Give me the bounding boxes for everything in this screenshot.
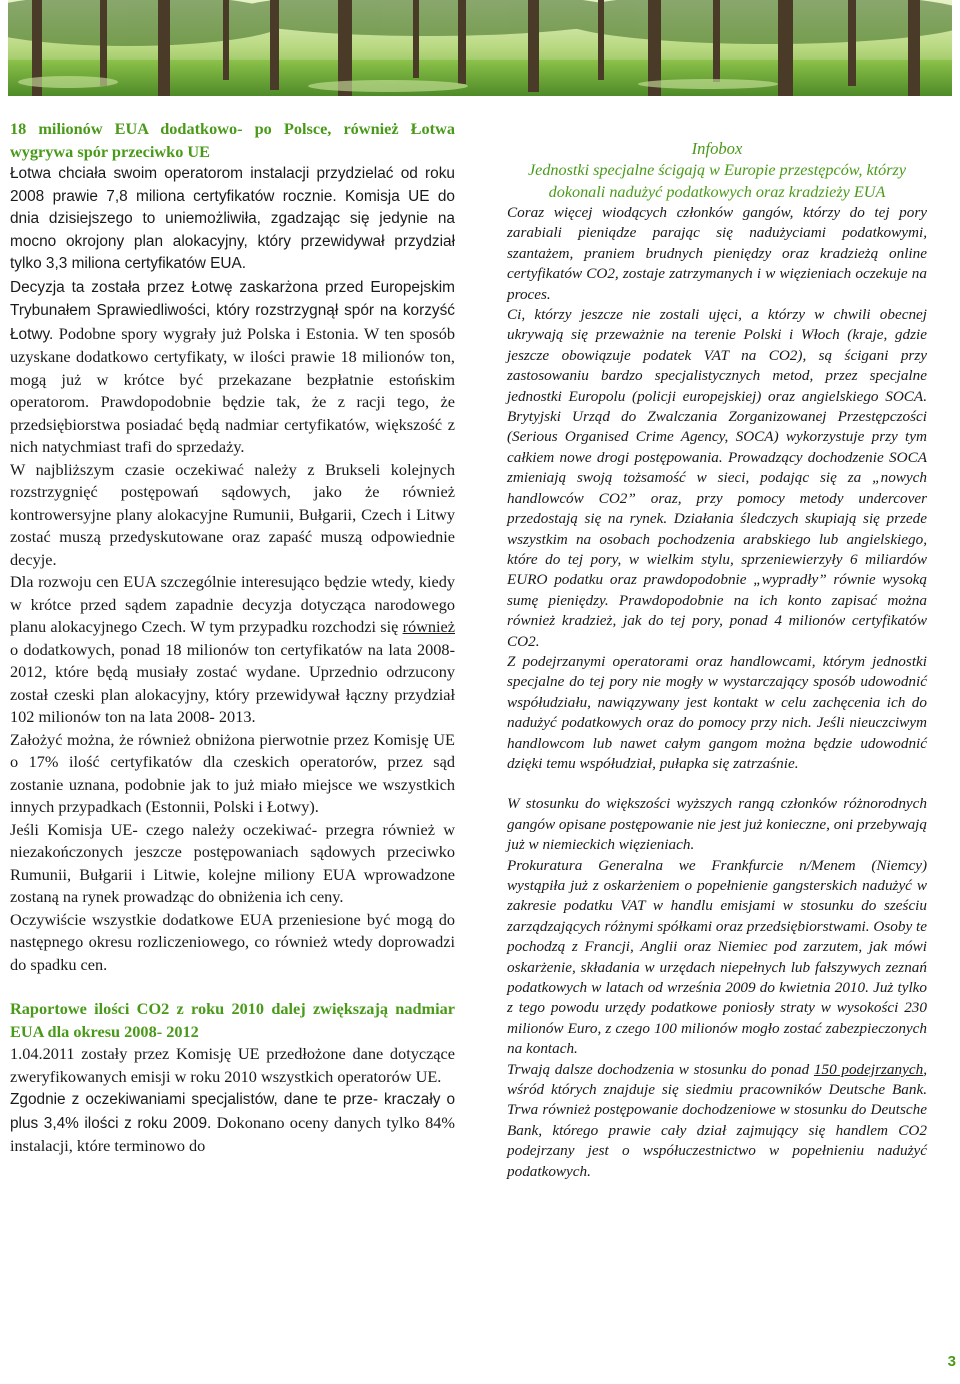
infobox-title: Infobox (691, 139, 743, 158)
paragraph-assumption: Założyć można, że również obniżona pierwotnie przez Komisję UE o 17% ilość certyfikatów dla czeskich operatorów, przez sąd zostanie uznana, podobnie jak to już miało miejsce we wszystkich innych przypadkach (Estonnii, Polski i Łotwy). (10, 729, 455, 816)
paragraph-czech-b: o dodatkowych, ponad 18 milionów ton certyfikatów na lata 2008- 2012, które będą musiały zostać wydane. Uprzednio odrzucony został czeski plan alokacyjny, który przewidywał łączny przydział 102 milionów ton na lata 2008- 2013. (10, 639, 455, 726)
paragraph-court (10, 276, 455, 459)
infobox-paragraph-6-a: Trwają dalsze dochodzenia w stosunku do ponad (507, 1060, 814, 1078)
infobox-paragraph-6 (507, 1060, 927, 1182)
infobox-subtitle: Jednostki specjalne ścigają w Europie przestępców, którzy dokonali nadużyć podatkowych oraz kradzieży EUA (527, 161, 907, 201)
infobox-paragraph-6-b: , wśród których znajduje się siedmiu pracowników Deutsche Bank. Trwa również postępowanie dochodzeniowe w stosunku do Deutsche Bank, którego prawie cały dział zajmujący się handlem CO2 podejrzany jest o współuczestnictwo w popełnieniu nadużyć podatkowych. (507, 1060, 927, 1180)
main-article-column (10, 118, 455, 1158)
paragraph-court-sans: Decyzja ta została przez Łotwę zaskarżona przed Europejskim Trybunałem Sprawiedliwości, który rozstrzygnął spór na korzyść Łotwy. (10, 278, 455, 343)
page-number: 3 (947, 1353, 956, 1370)
infobox-paragraph-4: W stosunku do większości wyższych rangą członków różnorodnych gangów opisane postępowanie nie jest już konieczne, oni przebywają już w niemieckich więzieniach. (507, 795, 927, 854)
paragraph-brussels: W najbliższym czasie oczekiwać należy z Brukseli kolejnych rozstrzygnięć postępowań sądowych, jako że również kontrowersyjne plany alokacyjne Rumunii, Bułgarii, Czech i Litwy zostać muszą przedyskutowane oraz zapaść muszą odpowiednie decyje. (10, 459, 455, 569)
paragraph-intro: Łotwa chciała swoim operatorom instalacji przydzielać od roku 2008 prawie 7,8 miliona certyfikatów rocznie. Komisja UE do dnia dzisiejszego to uniemożliwiła, zgadzając się jedynie na mocno okrojony plan alokacyjny, który przewidywał przydział tylko 3,3 miliona certyfikatów EUA. (10, 165, 455, 272)
forest-photo (8, 0, 952, 96)
paragraph-transfer: Oczywiście wszystkie dodatkowe EUA przeniesione być mogą do następnego okresu rozliczeniowego, co również wtedy doprowadzi do spadku cen. (10, 909, 455, 974)
paragraph-expectations-sans: Zgodnie z oczekiwaniami specjalistów, dane te prze- kraczały o plus 3,4% ilości z roku 2009. (10, 1091, 455, 1132)
paragraph-if-commission: Jeśli Komisja UE- czego należy oczekiwać- przegra również w niezakończonych jeszcze postępowaniach sądowych przeciwko Rumunii, Bułgarii i Litwie, kolejne miliony EUA wprowadzone zostaną na rynek prowadząc do obniżenia ich ceny. (10, 819, 455, 906)
paragraph-expectations-rest: Dokonano oceny danych tylko 84% instalacji, które terminowo do (10, 1112, 455, 1155)
infobox-paragraph-2: Ci, którzy jeszcze nie zostali ujęci, a którzy w chwili obecnej ukrywają się przeważnie na terenie Polski i Włoch (kraje, gdzie jeszcze obowiązuje podatek VAT na CO2), są ścigani przy zastosowaniu bardzo specjalistycznych metod, przez specjalne jednostki Europolu (policji europejskiej) oraz angielskiego SOCA. Brytyjski Urząd do Zwalczania Zorganizowanej Przestępczości (Serious Organised Crime Agency, SOCA) wykorzystuje przy tym całkiem nowe drogi postępowania. Prowadzący dochodzenie SOCA zmieniają swoją tożsamość w sieci, podając się za „nowych handlowców CO2” oraz, przy pomocy metody undercover przedostają się na rynek. Działania śledczych skupiają się przede wszystkim na osobach pochodzenia arabskiego lub angielskiego, które do tej pory, w wielkim stylu, sprzeniewierzyły 6 miliardów EURO podatku oraz prawdopodobnie „wypradły” równie wysoką sumę pieniędzy. Prawdopodobnie na ich konto zapisać można również kradzież, jak do tej pory, ponad 4 milionów certyfikatów CO2. (507, 306, 927, 650)
paragraph-czech-a: Dla rozwoju cen EUA szczególnie interesująco będzie wtedy, kiedy w krótce przed sądem zapadnie decyzja dotycząca narodowego planu alokacyjnego Czech. W tym przypadku rozchodzi się (10, 572, 455, 636)
infobox-paragraph-3: Z podejrzanymi operatorami oraz handlowcami, którym jednostki specjalne do tej pory nie mogły w wystarczający sposób udowodnić współudziału, nawiązywany jest kontakt w celu zachęcenia ich do nadużyć podatkowych oraz do pomocy przy nich. Jeśli nieuczciwym handlowcom lub nawet całym gangom można będzie udowodnić dzięki temu współudział, pułapka się zatrzaśnie. (507, 652, 927, 772)
infobox-paragraph-6-underlined: 150 podejrzanych (813, 1060, 924, 1078)
paragraph-czech (10, 571, 455, 729)
article-heading-latvia: 18 milionów EUA dodatkowo- po Polsce, również Łotwa wygrywa spór przeciwko UE (10, 119, 455, 161)
infobox-paragraph-1: Coraz więcej wiodących członków gangów, którzy do tej pory zarabiali pieniądze parając się nadużyciami podatkowymi, szantażem, praniem brudnych pieniędzy oraz kradzieżą online certyfikatów CO2, zostaje zatrzymanych i w więzieniach oczekuje na proces. (507, 204, 927, 303)
spacer (507, 774, 927, 794)
infobox-paragraph-5: Prokuratura Generalna we Frankfurcie n/Menem (Niemcy) wystąpiła już z oskarżeniem o popełnienie gangsterskich nadużyć w zakresie podatku VAT w handlu emisjami w stosunku do sześciu zarządzających różnymi spółkami oraz przedsiębiorstwami. Osoby te pochodzą z Francji, Anglii oraz Niemiec pod zarzutem, jak mówi oskarżenie, składania w urzędach niepełnych lub fałszywych zeznań podatkowych w latach od września 2009 do kwietnia 2010. Już tylko z tego powodu urzędy podatkowe poniosły straty w wysokości 230 milionów Euro, z czego 100 milionów mogło zostać zabezpieczonych na kontach. (507, 856, 927, 1058)
spacer (10, 976, 455, 998)
forest-banner-image (8, 0, 952, 96)
paragraph-czech-underlined: również (402, 617, 455, 636)
paragraph-court-rest: Podobne spory wygrały już Polska i Estonia. W ten sposób uzyskane dodatkowo certyfikaty, w ilości prawie 18 milionów ton, mogą już w krótce być przekazane bezpłatnie estońskim operatorom. Prawdopodobnie będzie tak, że z racji tego, że przedsiębiorstwa posiadać będą nadmiar certyfikatów, większość z nich natychmiast trafi do sprzedaży. (10, 323, 455, 456)
article-heading-co2: Raportowe ilości CO2 z roku 2010 dalej zwiększają nadmiar EUA dla okresu 2008- 2012 (10, 999, 455, 1041)
paragraph-data-submitted: 1.04.2011 zostały przez Komisję UE przedłożone dane dotyczące zweryfikowanych emisji w roku 2010 wszystkich operatorów UE. (10, 1044, 455, 1086)
infobox-column (507, 138, 927, 1182)
paragraph-expectations (10, 1088, 455, 1158)
